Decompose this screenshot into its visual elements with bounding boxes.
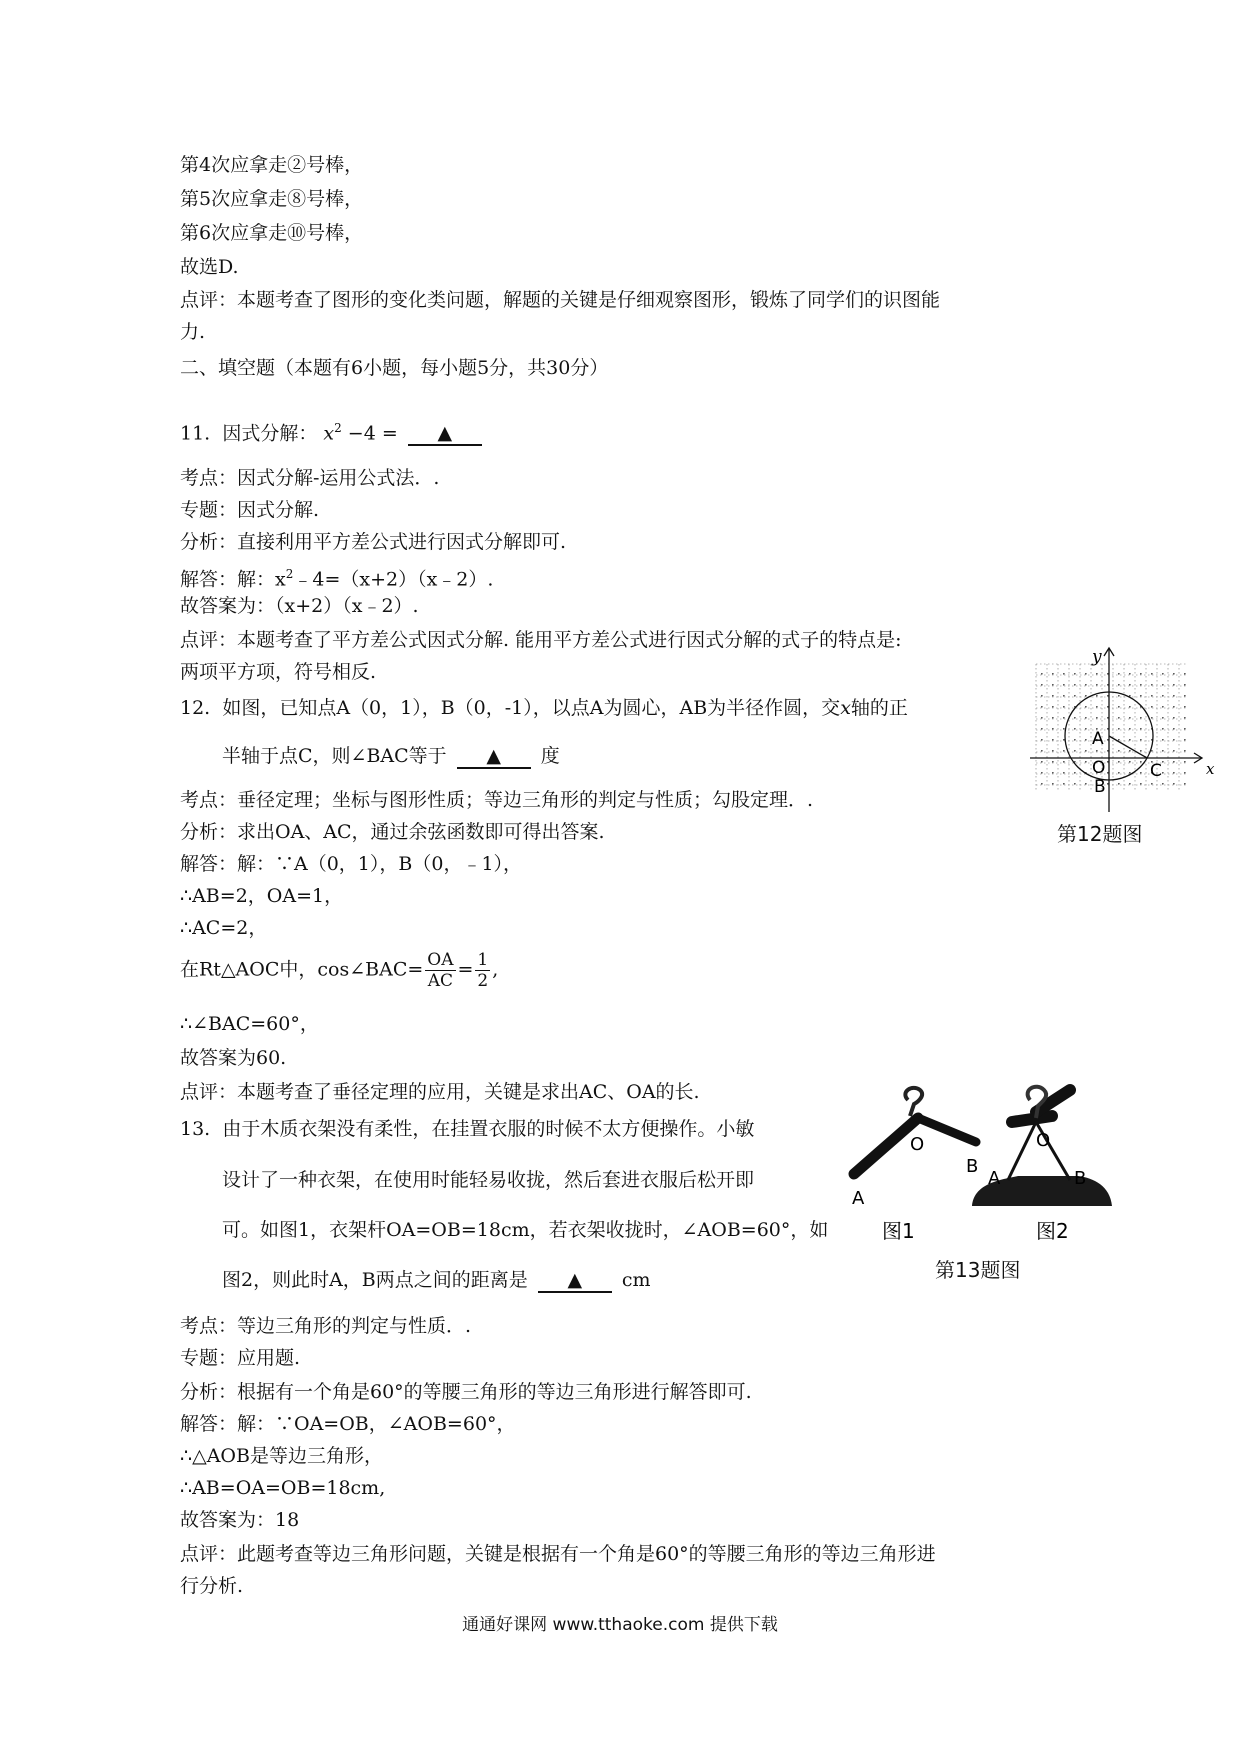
point-a-label: A bbox=[1092, 729, 1104, 749]
q12-stem-1b: 轴的正 bbox=[850, 697, 908, 719]
fig1-o-label: O bbox=[910, 1134, 925, 1155]
q13-answer: 故答案为：18 bbox=[180, 1509, 300, 1531]
q13-dianping-1: 点评：此题考查等边三角形问题，关键是根据有一个角是60°的等腰三角形的等边三角形进 bbox=[180, 1543, 936, 1565]
q11-jieda-pre: 解答：解：x bbox=[180, 568, 286, 591]
q11-jieda-exp: 2 bbox=[285, 567, 294, 581]
q13-fenxi: 分析：根据有一个角是60°的等腰三角形的等边三角形进行解答即可. bbox=[180, 1381, 752, 1403]
q13-number: 13. bbox=[180, 1118, 211, 1140]
q12-step-4-pre: 在Rt△AOC中，cos∠BAC= bbox=[180, 958, 424, 981]
q13-line-2: 设计了一种衣架，在使用时能轻易收拢，然后套进衣服后松开即 bbox=[222, 1169, 755, 1191]
q11-text: 因式分解： bbox=[222, 422, 318, 445]
frac-num: OA bbox=[427, 950, 454, 970]
q11-fenxi: 分析：直接利用平方差公式进行因式分解即可. bbox=[180, 531, 567, 553]
q13-line-3: 可。如图1，衣架杆OA=OB=18cm，若衣架收拢时，∠AOB=60°，如 bbox=[222, 1219, 829, 1241]
x-label: x bbox=[1206, 760, 1215, 778]
point-c-label: C bbox=[1150, 761, 1162, 781]
q12-step-3: ∴AC=2， bbox=[180, 917, 268, 939]
q11-kaodian: 考点：因式分解-运用公式法．. bbox=[180, 467, 440, 489]
q11-expr-base: x bbox=[323, 422, 335, 445]
q12-step-2: ∴AB=2，OA=1， bbox=[180, 885, 344, 907]
q13-line-4 bbox=[222, 1268, 651, 1293]
dot-grid bbox=[1036, 664, 1186, 792]
q11-jieda bbox=[180, 562, 493, 591]
q13-figure-caption: 第13题图 bbox=[935, 1258, 1021, 1282]
q12-answer-blank: ▲ bbox=[457, 745, 531, 769]
q11-expr-rest: −4 = bbox=[347, 422, 398, 445]
q12-figure-caption: 第12题图 bbox=[1057, 822, 1143, 846]
q11-number: 11. bbox=[180, 422, 211, 445]
fig1-b-label: B bbox=[966, 1156, 979, 1177]
comment-line-2: 力. bbox=[180, 321, 206, 343]
choose-d: 故选D. bbox=[180, 256, 239, 278]
q13-line-1-text: 由于木质衣架没有柔性，在挂置衣服的时候不太方便操作。小敏 bbox=[222, 1118, 755, 1140]
q13-step-1: 解答：解：∵OA=OB，∠AOB=60°， bbox=[180, 1413, 516, 1435]
equals-sign: = bbox=[457, 958, 474, 981]
q12-number: 12. bbox=[180, 697, 211, 719]
q11-expr-exp: 2 bbox=[334, 421, 342, 435]
q11-answer: 故答案为：（x+2）（x﹣2）. bbox=[180, 595, 419, 617]
fig2-a-label: A bbox=[988, 1168, 1001, 1189]
q12-stem-1 bbox=[180, 696, 908, 720]
q11-dianping-2: 两项平方项，符号相反. bbox=[180, 661, 377, 683]
section-heading: 二、填空题（本题有6小题，每小题5分，共30分） bbox=[180, 357, 609, 379]
q12-fenxi: 分析：求出OA、AC，通过余弦函数即可得出答案. bbox=[180, 821, 605, 843]
solution-line-6: 第6次应拿走⑩号棒， bbox=[180, 222, 364, 244]
q11-dianping-1: 点评：本题考查了平方差公式因式分解. 能用平方差公式进行因式分解的式子的特点是: bbox=[180, 629, 902, 651]
q12-stem-x: x bbox=[840, 697, 851, 719]
q12-answer: 故答案为60. bbox=[180, 1047, 287, 1069]
q13-step-2: ∴△AOB是等边三角形， bbox=[180, 1445, 383, 1467]
q13-figure bbox=[848, 1082, 1120, 1250]
fig1-a-label: A bbox=[852, 1188, 865, 1209]
frac-den: AC bbox=[427, 971, 454, 991]
q12-figure bbox=[1030, 640, 1215, 815]
fig2-b-label: B bbox=[1074, 1168, 1087, 1189]
q12-step-5: ∴∠BAC=60°， bbox=[180, 1013, 319, 1035]
q12-stem-1a: 如图，已知点A（0，1），B（0，-1），以点A为圆心，AB为半径作圆，交 bbox=[222, 697, 841, 719]
q12-dianping: 点评：本题考查了垂径定理的应用，关键是求出AC、OA的长. bbox=[180, 1081, 700, 1103]
q13-step-3: ∴AB=OA=OB=18cm, bbox=[180, 1477, 386, 1499]
hanger-1-icon bbox=[854, 1088, 976, 1174]
q11-stem bbox=[180, 416, 486, 446]
solution-line-4: 第4次应拿走②号棒， bbox=[180, 154, 364, 176]
q12-step-1: 解答：解：∵A（0，1），B（0，﹣1）， bbox=[180, 853, 523, 875]
point-b-label: B bbox=[1094, 777, 1106, 797]
q11-answer-blank: ▲ bbox=[408, 422, 482, 446]
comma: , bbox=[492, 958, 499, 981]
q13-zhuanti: 专题：应用题. bbox=[180, 1347, 301, 1369]
q12-step-4 bbox=[180, 950, 498, 991]
q12-stem-2a: 半轴于点C，则∠BAC等于 bbox=[222, 745, 447, 767]
q13-answer-blank: ▲ bbox=[538, 1269, 612, 1293]
q13-unit: cm bbox=[621, 1269, 651, 1291]
q12-fraction-oa-ac bbox=[425, 950, 455, 991]
q11-jieda-post: ﹣4=（x+2）（x﹣2）. bbox=[293, 568, 494, 591]
page-footer: 通通好课网 www.tthaoke.com 提供下载 bbox=[462, 1615, 778, 1635]
q13-dianping-2: 行分析. bbox=[180, 1575, 244, 1597]
q12-stem-2 bbox=[222, 744, 560, 769]
frac-den: 2 bbox=[477, 971, 489, 991]
q11-zhuanti: 专题：因式分解. bbox=[180, 499, 320, 521]
q12-stem-2b: 度 bbox=[540, 745, 560, 767]
solution-line-5: 第5次应拿走⑧号棒， bbox=[180, 188, 364, 210]
fig2-caption: 图2 bbox=[1036, 1219, 1069, 1243]
q13-line-4a: 图2，则此时A，B两点之间的距离是 bbox=[222, 1269, 528, 1291]
fig2-o-label: O bbox=[1036, 1130, 1051, 1151]
point-o-label: O bbox=[1092, 758, 1106, 778]
q12-kaodian: 考点：垂径定理；坐标与图形性质；等边三角形的判定与性质；勾股定理．. bbox=[180, 789, 814, 811]
q12-fraction-half bbox=[475, 950, 490, 991]
q13-kaodian: 考点：等边三角形的判定与性质．. bbox=[180, 1315, 472, 1337]
y-label: y bbox=[1092, 647, 1102, 667]
frac-num: 1 bbox=[477, 950, 489, 970]
q13-line-1 bbox=[180, 1117, 754, 1141]
fig1-caption: 图1 bbox=[882, 1219, 915, 1243]
comment-line-1: 点评：本题考查了图形的变化类问题，解题的关键是仔细观察图形，锻炼了同学们的识图能 bbox=[180, 289, 941, 311]
